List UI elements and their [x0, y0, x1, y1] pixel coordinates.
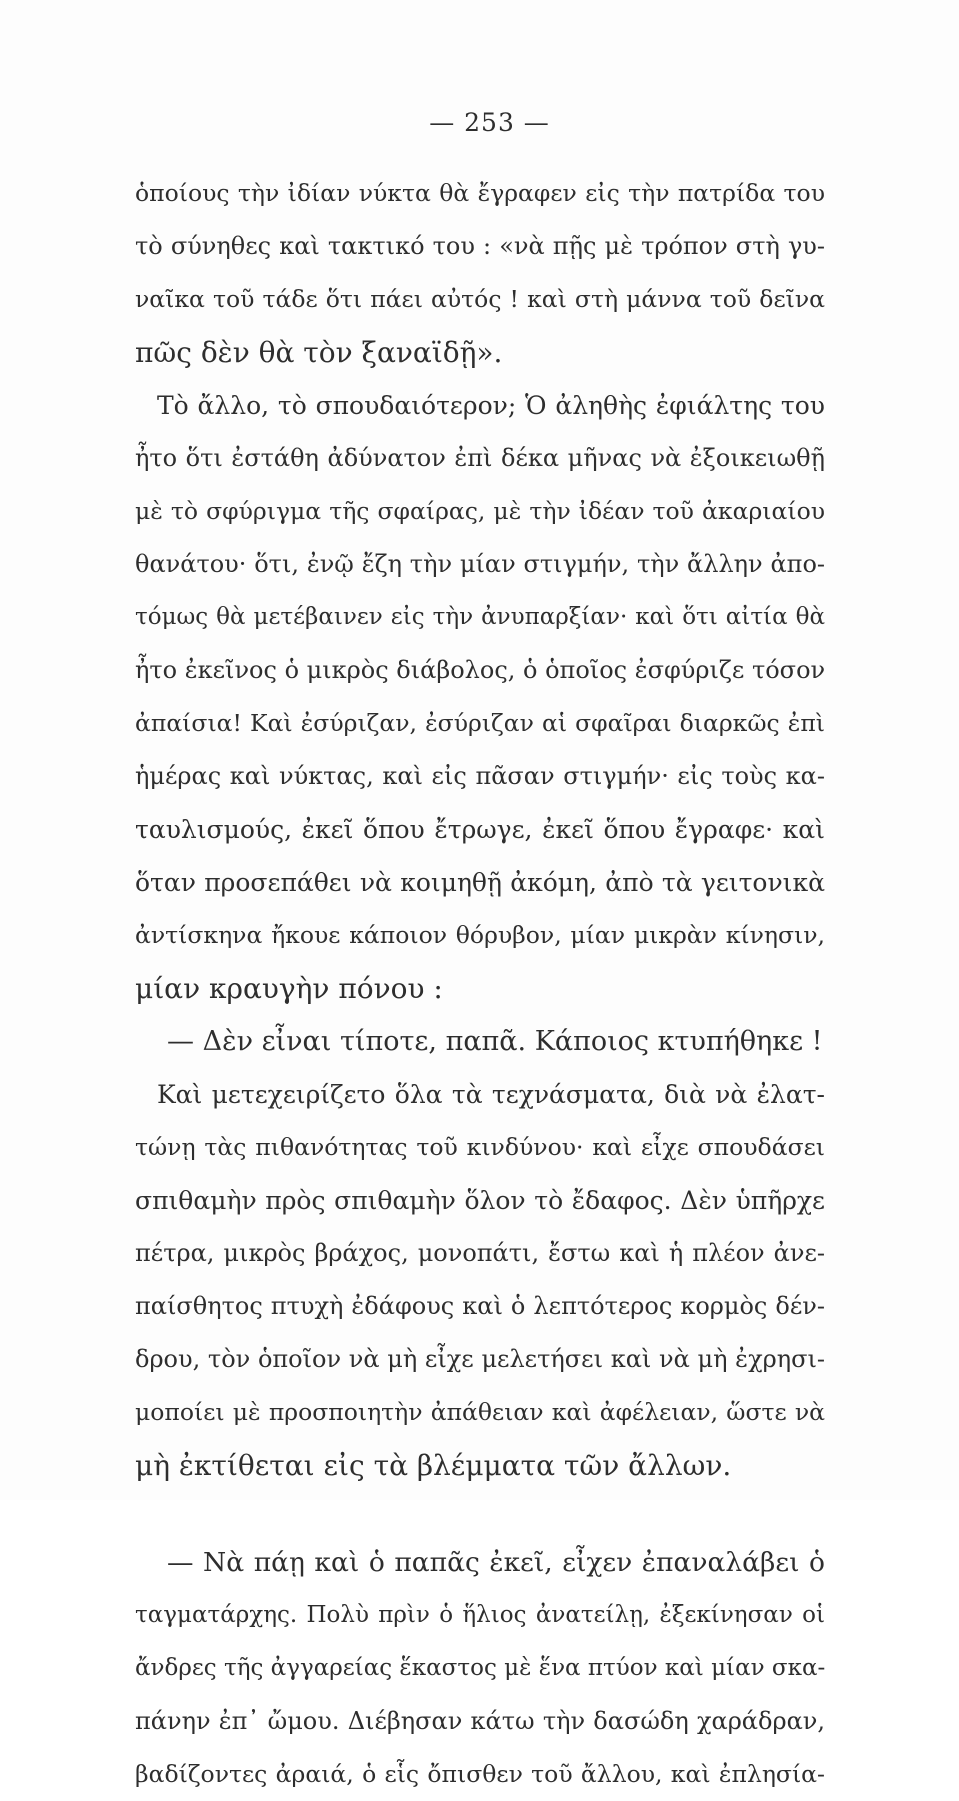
text-line: τόμως θὰ μετέβαινεν εἰς τὴν ἀνυπαρξίαν· καὶ ὅτι αἰτία θὰ: [135, 604, 825, 630]
text-line: μὲ τὸ σφύριγμα τῆς σφαίρας, μὲ τὴν ἰδέαν τοῦ ἀκαριαίου: [135, 497, 825, 525]
dialogue-line: — Δὲν εἶναι τίποτε, παπᾶ. Κάποιος κτυπήθηκε !: [167, 1026, 823, 1057]
text-line: πάνην ἐπ᾿ ὤμου. Διέβησαν κάτω τὴν δασώδη χαράδραν,: [135, 1707, 825, 1735]
text-line: ταγματάρχης. Πολὺ πρὶν ὁ ἥλιος ἀνατείλῃ, ἐξεκίνησαν οἱ: [135, 1602, 825, 1628]
text-line: τὸ σύνηθες καὶ τακτικό του : «νὰ πῇς μὲ τρόπον στὴ γυ-: [135, 232, 825, 260]
page-number: — 253 —: [429, 108, 550, 137]
text-line: δρου, τὸν ὁποῖον νὰ μὴ εἶχε μελετήσει καὶ νὰ μὴ ἐχρησι-: [135, 1345, 825, 1373]
text-line: μίαν κραυγὴν πόνου :: [135, 972, 443, 1005]
text-line: ἀντίσκηνα ἤκουε κάποιον θόρυβον, μίαν μικρὰν κίνησιν,: [135, 921, 825, 949]
text-line: Τὸ ἄλλο, τὸ σπουδαιότερον; Ὁ ἀληθὴς ἐφιάλτης του: [157, 391, 825, 420]
text-line: τώνῃ τὰς πιθανότητας τοῦ κινδύνου· καὶ εἶχε σπουδάσει: [135, 1133, 825, 1161]
text-line: ταυλισμούς, ἐκεῖ ὅπου ἔτρωγε, ἐκεῖ ὅπου ἔγραφε· καὶ: [135, 815, 825, 844]
text-line: πῶς δὲν θὰ τὸν ξαναϊδῇ».: [135, 336, 503, 369]
text-line: ἀπαίσια! Καὶ ἐσύριζαν, ἐσύριζαν αἱ σφαῖραι διαρκῶς ἐπὶ: [135, 709, 825, 737]
text-line: ναῖκα τοῦ τάδε ὅτι πάει αὐτός ! καὶ στὴ μάννα τοῦ δεῖνα: [135, 285, 825, 313]
text-line: παίσθητος πτυχὴ ἐδάφους καὶ ὁ λεπτότερος κορμὸς δέν-: [135, 1292, 825, 1320]
text-line: πέτρα, μικρὸς βράχος, μονοπάτι, ἔστω καὶ ἡ πλέον ἀνε-: [135, 1239, 825, 1267]
text-line: θανάτου· ὅτι, ἐνῷ ἔζη τὴν μίαν στιγμήν, τὴν ἄλλην ἀπο-: [135, 550, 825, 578]
text-line: σπιθαμὴν πρὸς σπιθαμὴν ὅλον τὸ ἔδαφος. Δὲν ὑπῆρχε: [135, 1186, 825, 1215]
text-line: ὁποίους τὴν ἰδίαν νύκτα θὰ ἔγραφεν εἰς τὴν πατρίδα του: [135, 179, 825, 207]
text-line: ὅταν προσεπάθει νὰ κοιμηθῇ ἀκόμη, ἀπὸ τὰ γειτονικὰ: [135, 868, 825, 897]
text-line: ἦτο ἐκεῖνος ὁ μικρὸς διάβολος, ὁ ὁποῖος ἐσφύριζε τόσον: [135, 656, 825, 684]
text-line: μὴ ἐκτίθεται εἰς τὰ βλέμματα τῶν ἄλλων.: [135, 1449, 732, 1482]
text-line: ἡμέρας καὶ νύκτας, καὶ εἰς πᾶσαν στιγμήν· εἰς τοὺς κα-: [135, 762, 825, 790]
text-line: Καὶ μετεχειρίζετο ὅλα τὰ τεχνάσματα, διὰ νὰ ἐλατ-: [157, 1080, 825, 1109]
text-line: βαδίζοντες ἀραιά, ὁ εἷς ὄπισθεν τοῦ ἄλλου, καὶ ἐπλησία-: [135, 1760, 825, 1788]
text-line: ἄνδρες τῆς ἀγγαρείας ἕκαστος μὲ ἕνα πτύον καὶ μίαν σκα-: [135, 1655, 825, 1681]
text-line: ἦτο ὅτι ἐστάθη ἀδύνατον ἐπὶ δέκα μῆνας νὰ ἐξοικειωθῇ: [135, 444, 825, 472]
text-line: μοποίει μὲ προσποιητὴν ἀπάθειαν καὶ ἀφέλειαν, ὥστε νὰ: [135, 1398, 825, 1426]
dialogue-line: — Νὰ πάῃ καὶ ὁ παπᾶς ἐκεῖ, εἶχεν ἐπαναλάβει ὁ: [167, 1547, 825, 1578]
body-text: [135, 167, 825, 1801]
